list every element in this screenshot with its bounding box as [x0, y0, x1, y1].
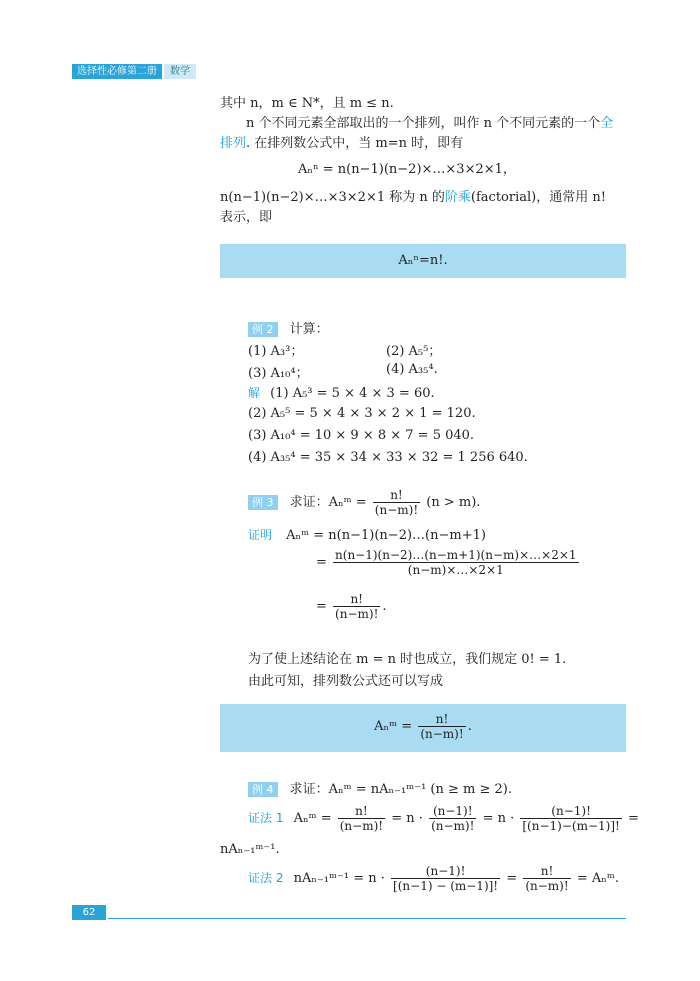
method-2-text: nAₙ₋₁ᵐ⁻¹ = n · — [293, 871, 385, 886]
example-2-tag: 例 2 — [248, 322, 278, 337]
denominator: (n−m)! — [525, 879, 569, 893]
method-1-label: 证法 1 — [248, 811, 284, 825]
fraction — [391, 864, 500, 893]
page-number: 62 — [72, 905, 106, 920]
denominator: (n−m)! — [374, 503, 419, 517]
ex4-method-2 — [248, 864, 619, 893]
method-1-text: Aₙᵐ = — [293, 811, 332, 826]
denominator: [(n−1) − (m−1)]! — [393, 879, 499, 893]
period: . — [467, 719, 472, 734]
equals-sign: = — [316, 555, 327, 570]
ex2-problem-1: (1) A₃³； — [248, 344, 304, 359]
method-2-label: 证法 2 — [248, 871, 284, 885]
fraction — [373, 488, 420, 517]
box-formula: Aₙⁿ=n!. — [398, 253, 448, 268]
denominator: (n−m)×…×2×1 — [407, 563, 504, 577]
ex3-proof-line-3 — [316, 592, 387, 621]
denominator: [(n−1)−(m−1)]! — [522, 819, 620, 833]
ex2-solution-1 — [248, 384, 435, 401]
example-4-tag: 例 4 — [248, 782, 278, 797]
box-lhs: Aₙᵐ = — [374, 719, 413, 734]
example-2-heading — [248, 318, 329, 337]
ex4-method-1 — [248, 804, 639, 833]
equals-sign: = — [316, 599, 327, 614]
text-line-5 — [220, 186, 606, 205]
fraction — [333, 592, 380, 621]
example-3-heading — [248, 488, 480, 517]
denominator: (n−m)! — [339, 819, 384, 833]
period: . — [382, 599, 387, 614]
example-3-tag: 例 3 — [248, 495, 278, 510]
numerator: (n−1)! — [391, 864, 500, 879]
box-formula — [220, 704, 626, 741]
term-factorial: 阶乘 — [444, 190, 471, 205]
method-2-text: = Aₙᵐ. — [576, 871, 619, 886]
subject-label: 数学 — [164, 64, 196, 79]
denominator: (n−m)! — [420, 727, 464, 741]
equals-sign: = — [506, 871, 518, 886]
solution-label: 解 — [248, 386, 261, 400]
text-fragment: n 个不同元素全部取出的一个排列，叫作 n 个不同元素的一个 — [246, 116, 601, 131]
example-3-title: 求证：Aₙᵐ = — [289, 495, 367, 510]
mid-text-line-1: 为了使上述结论在 m = n 时也成立，我们规定 0! = 1. — [248, 652, 567, 667]
text-fragment: . 在排列数公式中，当 m=n 时，即有 — [246, 136, 464, 151]
numerator: (n−1)! — [429, 804, 476, 819]
ex2-solution-4: (4) A₃₅⁴ = 35 × 34 × 33 × 32 = 1 256 640. — [248, 450, 528, 465]
method-1-text: = n · — [482, 811, 515, 826]
ex4-method-1-cont: nAₙ₋₁ᵐ⁻¹. — [220, 842, 280, 857]
text-line-6: 表示，即 — [220, 210, 273, 225]
method-1-text: = n · — [391, 811, 423, 826]
term-full: 全 — [600, 116, 614, 131]
formula-full-permutation: Aₙⁿ = n(n−1)(n−2)×…×3×2×1， — [298, 162, 516, 177]
mid-text-line-2: 由此可知，排列数公式还可以写成 — [248, 674, 444, 689]
example-2-title: 计算： — [289, 322, 329, 337]
equals-sign: = — [627, 811, 639, 826]
numerator: n! — [418, 712, 465, 727]
section-label: 选择性必修第二册 — [72, 64, 162, 79]
numerator: n! — [523, 864, 570, 879]
ex2-problem-4: (4) A₃₅⁴. — [386, 362, 438, 377]
ex3-proof-line-2 — [316, 548, 581, 577]
example-4-title: 求证：Aₙᵐ = nAₙ₋₁ᵐ⁻¹ (n ≥ m ≥ 2). — [289, 782, 512, 797]
numerator: (n−1)! — [520, 804, 621, 819]
numerator: n! — [338, 804, 385, 819]
text-line-1: 其中 n，m ∈ N*，且 m ≤ n. — [220, 96, 394, 111]
ex2-solution-3: (3) A₁₀⁴ = 10 × 9 × 8 × 7 = 5 040. — [248, 428, 475, 443]
example-3-condition: (n > m). — [426, 495, 481, 510]
ex2-solution-2: (2) A₅⁵ = 5 × 4 × 3 × 2 × 1 = 120. — [248, 406, 476, 421]
text-fragment: n(n−1)(n−2)×…×3×2×1 称为 n 的 — [220, 190, 445, 205]
example-4-heading — [248, 778, 512, 797]
proof-text: Aₙᵐ = n(n−1)(n−2)…(n−m+1) — [286, 528, 486, 543]
solution-text: (1) A₅³ = 5 × 4 × 3 = 60. — [270, 386, 435, 401]
fraction — [523, 864, 570, 893]
numerator: n(n−1)(n−2)…(n−m+1)(n−m)×…×2×1 — [335, 548, 577, 562]
fraction — [333, 548, 578, 577]
ex3-proof-line-1 — [248, 526, 486, 543]
text-fragment: (factorial)，通常用 n! — [470, 190, 606, 205]
denominator: (n−m)! — [431, 819, 475, 833]
fraction — [520, 804, 621, 833]
term-permutation: 排列 — [220, 136, 247, 151]
ex2-problem-2: (2) A₅⁵； — [386, 344, 442, 359]
fraction — [429, 804, 476, 833]
numerator: n! — [333, 592, 380, 607]
text-line-2 — [246, 112, 613, 131]
fraction — [338, 804, 385, 833]
fraction — [418, 712, 465, 741]
chapter-header — [72, 64, 196, 79]
proof-label: 证明 — [248, 528, 273, 542]
denominator: (n−m)! — [335, 607, 379, 621]
footer-rule — [108, 918, 626, 919]
ex2-problem-3: (3) A₁₀⁴； — [248, 366, 309, 381]
formula-box-factorial — [220, 244, 626, 278]
numerator: n! — [373, 488, 420, 503]
text-line-3 — [220, 132, 463, 151]
formula-box-general — [220, 704, 626, 752]
